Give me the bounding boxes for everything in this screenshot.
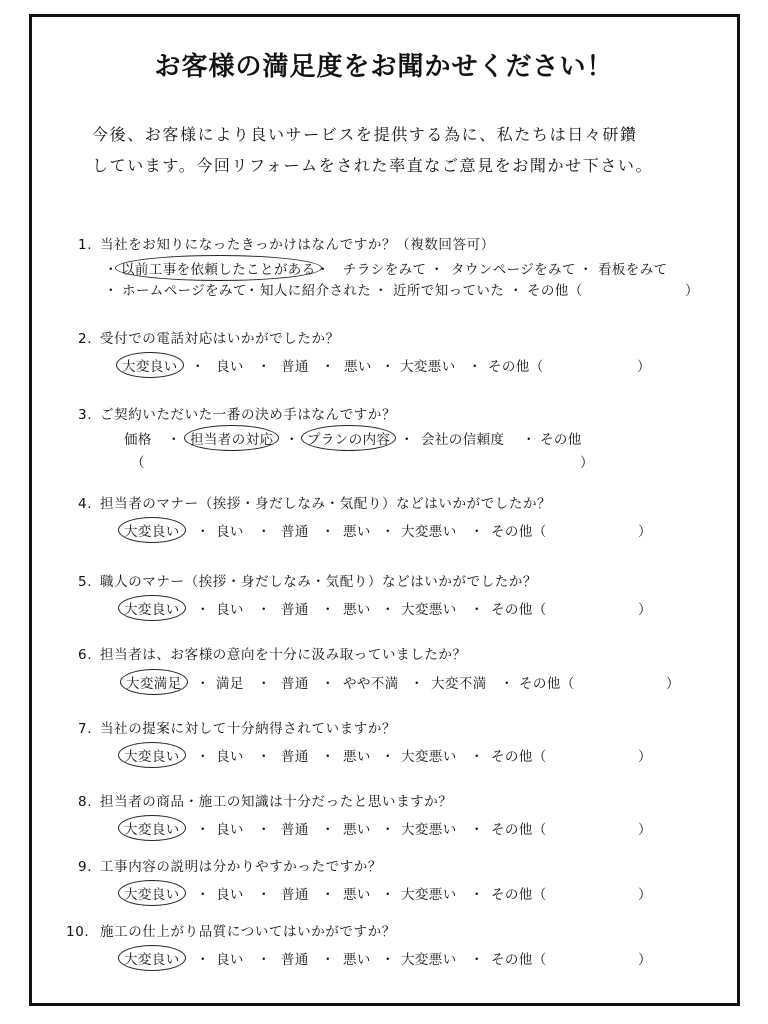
bullet: ・ xyxy=(468,359,482,375)
bullet: ・ xyxy=(257,822,271,838)
option-normal[interactable]: 普通 xyxy=(281,887,309,903)
option-very-bad[interactable]: 大変悪い xyxy=(401,524,457,540)
option-other[interactable]: その他（ xyxy=(491,749,547,765)
bullet: ・ xyxy=(410,676,424,692)
option-plan-content-selected[interactable]: プランの内容 xyxy=(301,425,396,451)
question-number: 5. xyxy=(78,574,93,590)
option-very-good-selected[interactable]: 大変良い xyxy=(116,352,184,378)
question-text: 担当者のマナー（挨拶・身だしなみ・気配り）などはいかがでしたか？ xyxy=(100,496,552,512)
bullet: ・ xyxy=(167,432,181,448)
option-neighborhood[interactable]: 近所で知っていた xyxy=(393,283,505,299)
option-very-good-selected[interactable]: 大変良い xyxy=(118,945,186,971)
option-bad[interactable]: 悪い xyxy=(344,359,372,375)
bullet: ・ xyxy=(381,822,395,838)
bullet: ・ xyxy=(257,524,271,540)
option-very-bad[interactable]: 大変悪い xyxy=(401,749,457,765)
bullet: ・ xyxy=(321,887,335,903)
question-text: 施工の仕上がり品質についてはいかがですか？ xyxy=(100,924,396,940)
option-referral[interactable]: 知人に紹介された xyxy=(260,283,372,299)
bullet: ・ xyxy=(470,602,484,618)
option-other[interactable]: その他（ xyxy=(519,676,575,692)
question-3 xyxy=(78,403,396,423)
option-bad[interactable]: 悪い xyxy=(343,602,371,618)
bullet: ・ xyxy=(321,524,335,540)
bullet: ・ xyxy=(400,432,414,448)
bullet: ・ xyxy=(321,822,335,838)
option-good[interactable]: 良い xyxy=(216,359,244,375)
bullet: ・ xyxy=(257,676,271,692)
bullet: ・ xyxy=(579,262,593,278)
option-satisfied[interactable]: 満足 xyxy=(216,676,244,692)
bullet: ・ xyxy=(196,524,210,540)
other-close-paren: ） xyxy=(580,455,594,471)
option-other[interactable]: その他（ xyxy=(491,602,547,618)
option-signboard[interactable]: 看板をみて xyxy=(598,262,668,278)
bullet: ・ xyxy=(316,262,330,278)
option-very-good-selected[interactable]: 大変良い xyxy=(118,880,186,906)
other-close-paren: ） xyxy=(638,524,652,540)
option-very-good-selected[interactable]: 大変良い xyxy=(118,595,186,621)
bullet: ・ xyxy=(430,262,444,278)
option-good[interactable]: 良い xyxy=(216,887,244,903)
bullet: ・ xyxy=(374,283,388,299)
option-good[interactable]: 良い xyxy=(216,749,244,765)
option-other[interactable]: その他（ xyxy=(488,359,544,375)
option-flyer[interactable]: チラシをみて xyxy=(343,262,427,278)
option-normal[interactable]: 普通 xyxy=(281,822,309,838)
question-2 xyxy=(78,327,340,347)
option-very-bad[interactable]: 大変悪い xyxy=(400,359,456,375)
bullet: ・ xyxy=(196,602,210,618)
option-other[interactable]: その他（ xyxy=(491,952,547,968)
option-normal[interactable]: 普通 xyxy=(281,602,309,618)
option-somewhat-dissatisfied[interactable]: やや不満 xyxy=(343,676,399,692)
other-close-paren: ） xyxy=(638,887,652,903)
bullet: ・ xyxy=(245,283,259,299)
bullet: ・ xyxy=(257,952,271,968)
bullet: ・ xyxy=(257,749,271,765)
question-text: 担当者は、お客様の意向を十分に汲み取っていましたか？ xyxy=(100,647,467,663)
question-text: 職人のマナー（挨拶・身だしなみ・気配り）などはいかがでしたか？ xyxy=(100,574,538,590)
option-very-satisfied-selected[interactable]: 大変満足 xyxy=(120,669,188,695)
option-normal[interactable]: 普通 xyxy=(281,749,309,765)
option-previous-work-selected[interactable]: 以前工事を依頼したことがある xyxy=(115,255,322,281)
option-other[interactable]: その他（ xyxy=(491,822,547,838)
bullet: ・ xyxy=(470,887,484,903)
option-other[interactable]: その他（ xyxy=(491,887,547,903)
bullet: ・ xyxy=(196,822,210,838)
option-other[interactable]: その他 xyxy=(540,432,582,448)
option-staff-response-selected[interactable]: 担当者の対応 xyxy=(184,425,279,451)
option-bad[interactable]: 悪い xyxy=(343,749,371,765)
question-number: 1. xyxy=(78,237,93,253)
bullet: ・ xyxy=(196,952,210,968)
bullet: ・ xyxy=(381,749,395,765)
other-open-paren: （ xyxy=(131,455,145,471)
other-close-paren: ） xyxy=(637,359,651,375)
question-text: 担当者の商品・施工の知識は十分だったと思いますか？ xyxy=(100,794,453,810)
intro-line-2: しています。今回リフォームをされた率直なご意見をお聞かせ下さい。 xyxy=(92,156,654,175)
question-7 xyxy=(78,717,396,737)
question-number: 9. xyxy=(78,859,93,875)
option-very-good-selected[interactable]: 大変良い xyxy=(118,742,186,768)
option-good[interactable]: 良い xyxy=(216,602,244,618)
option-normal[interactable]: 普通 xyxy=(281,676,309,692)
question-text: 当社をお知りになったきっかけはなんですか？（複数回答可） xyxy=(100,237,495,253)
bullet: ・ xyxy=(257,359,271,375)
bullet: ・ xyxy=(285,432,299,448)
option-good[interactable]: 良い xyxy=(216,952,244,968)
option-town-page[interactable]: タウンページをみて xyxy=(451,262,576,278)
question-6 xyxy=(78,643,467,663)
option-very-bad[interactable]: 大変悪い xyxy=(401,602,457,618)
question-number: 2. xyxy=(78,331,93,347)
question-number: 4. xyxy=(78,496,93,512)
other-close-paren: ） xyxy=(638,602,652,618)
other-close-paren: ） xyxy=(666,676,680,692)
bullet: ・ xyxy=(191,359,205,375)
option-bad[interactable]: 悪い xyxy=(343,952,371,968)
bullet: ・ xyxy=(522,432,536,448)
question-number: 6. xyxy=(78,647,93,663)
bullet: ・ xyxy=(500,676,514,692)
bullet: ・ xyxy=(321,359,335,375)
question-8 xyxy=(78,790,453,810)
option-very-bad[interactable]: 大変悪い xyxy=(401,822,457,838)
option-bad[interactable]: 悪い xyxy=(343,822,371,838)
option-very-good-selected[interactable]: 大変良い xyxy=(118,517,186,543)
bullet: ・ xyxy=(196,676,210,692)
bullet: ・ xyxy=(196,887,210,903)
form-title: お客様の満足度をお聞かせください！ xyxy=(154,52,614,82)
bullet: ・ xyxy=(321,952,335,968)
question-4 xyxy=(78,492,551,512)
option-other[interactable]: その他（ xyxy=(527,283,583,299)
question-text: 当社の提案に対して十分納得されていますか？ xyxy=(100,721,397,737)
bullet: ・ xyxy=(257,602,271,618)
option-normal[interactable]: 普通 xyxy=(281,952,309,968)
question-10 xyxy=(66,920,396,940)
other-close-paren: ） xyxy=(638,952,652,968)
bullet: ・ xyxy=(104,262,118,278)
question-number: 10. xyxy=(66,924,90,940)
bullet: ・ xyxy=(381,887,395,903)
question-1 xyxy=(78,233,495,253)
other-close-paren: ） xyxy=(638,749,652,765)
bullet: ・ xyxy=(470,822,484,838)
option-very-bad[interactable]: 大変悪い xyxy=(401,887,457,903)
bullet: ・ xyxy=(196,749,210,765)
question-number: 3. xyxy=(78,407,93,423)
bullet: ・ xyxy=(321,602,335,618)
option-good[interactable]: 良い xyxy=(216,822,244,838)
bullet: ・ xyxy=(509,283,523,299)
option-very-good-selected[interactable]: 大変良い xyxy=(118,815,186,841)
bullet: ・ xyxy=(470,524,484,540)
option-very-bad[interactable]: 大変悪い xyxy=(401,952,457,968)
bullet: ・ xyxy=(381,359,395,375)
option-good[interactable]: 良い xyxy=(216,524,244,540)
option-normal[interactable]: 普通 xyxy=(281,359,309,375)
other-close-paren: ） xyxy=(685,283,699,299)
intro-line-1: 今後、お客様により良いサービスを提供する為に、私たちは日々研鑽 xyxy=(92,125,638,144)
bullet: ・ xyxy=(381,602,395,618)
option-bad[interactable]: 悪い xyxy=(343,887,371,903)
question-9 xyxy=(78,855,382,875)
question-5 xyxy=(78,570,537,590)
question-number: 7. xyxy=(78,721,93,737)
bullet: ・ xyxy=(321,676,335,692)
bullet: ・ xyxy=(381,952,395,968)
question-number: 8. xyxy=(78,794,93,810)
option-company-trust[interactable]: 会社の信頼度 xyxy=(421,432,505,448)
bullet: ・ xyxy=(381,524,395,540)
option-bad[interactable]: 悪い xyxy=(343,524,371,540)
option-other[interactable]: その他（ xyxy=(491,524,547,540)
bullet: ・ xyxy=(470,952,484,968)
question-text: 工事内容の説明は分かりやすかったですか？ xyxy=(100,859,382,875)
bullet: ・ xyxy=(104,283,118,299)
bullet: ・ xyxy=(257,887,271,903)
option-price[interactable]: 価格 xyxy=(124,432,152,448)
other-close-paren: ） xyxy=(638,822,652,838)
bullet: ・ xyxy=(321,749,335,765)
question-text: ご契約いただいた一番の決め手はなんですか？ xyxy=(100,407,397,423)
bullet: ・ xyxy=(470,749,484,765)
question-text: 受付での電話対応はいかがでしたか？ xyxy=(100,331,340,347)
option-homepage[interactable]: ホームページをみて xyxy=(122,283,247,299)
option-very-dissatisfied[interactable]: 大変不満 xyxy=(431,676,487,692)
option-normal[interactable]: 普通 xyxy=(281,524,309,540)
